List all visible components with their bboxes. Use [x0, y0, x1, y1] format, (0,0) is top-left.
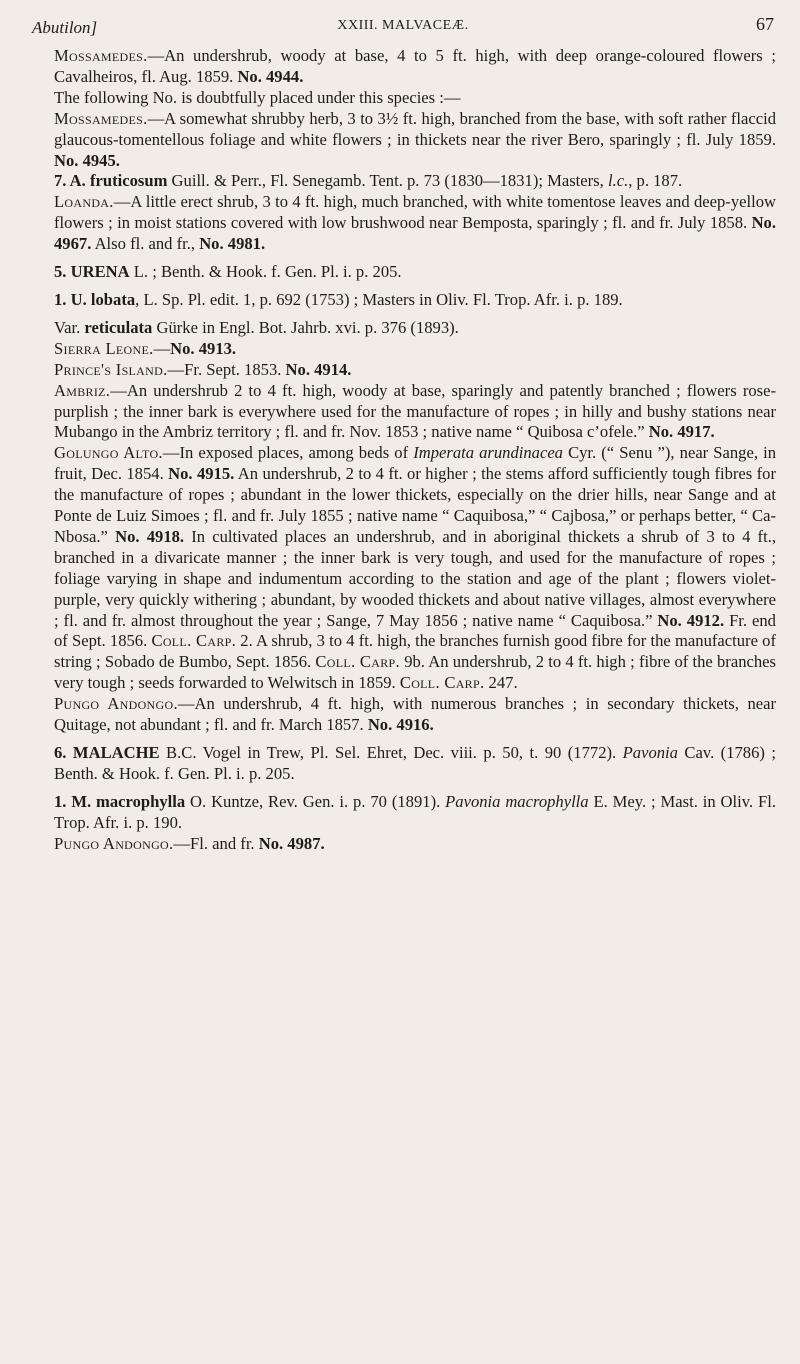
specimen-number: No. 4915. — [168, 464, 235, 484]
paragraph-sierra-leone: Sierra Leone.—No. 4913. — [54, 338, 237, 358]
species-macrophylla: 1. M. macrophylla O. Kuntze, Rev. Gen. i. p. 70 (1891). Pavonia macrophylla E. Mey. ; Mast. in Oliv. Fl. Trop. Afr. i. p. 190. — [54, 791, 776, 832]
paragraph-princes-island: Prince's Island.—Fr. Sept. 1853. No. 4914. — [54, 359, 352, 379]
paragraph-pungo-andongo-4987: Pungo Andongo.—Fl. and fr. No. 4987. — [54, 833, 325, 853]
genus-malache: 6. MALACHE B.C. Vogel in Trew, Pl. Sel. Ehret, Dec. viii. p. 50, t. 90 (1772). Pavonia Cav. (1786) ; Benth. & Hook. f. Gen. Pl. i. p. 205. — [54, 743, 776, 783]
specimen-number: No. 4914. — [285, 359, 352, 379]
header-genus: Abutilon] — [32, 18, 98, 37]
specimen-number: No. 4981. — [199, 234, 266, 254]
page-body — [54, 46, 776, 855]
specimen-number: No. 4917. — [648, 422, 715, 442]
specimen-number: No. 4944. — [237, 66, 304, 86]
specimen-number: No. 4913. — [170, 338, 237, 358]
specimen-number: No. 4987. — [258, 833, 325, 853]
specimen-number: No. 4945. — [54, 150, 120, 170]
paragraph-mossamedes-4945: Mossamedes.—A somewhat shrubby herb, 3 to 3½ ft. high, branched from the base, with soft rather flaccid glaucous-tomentellous foliage and white flowers ; in thickets near the river Bero, sparingly ; fl. July 1859. No. 4945. — [54, 108, 776, 170]
specimen-number: No. 4967. — [54, 213, 776, 254]
running-header — [32, 14, 774, 40]
paragraph-loanda: Loanda.—A little erect shrub, 3 to 4 ft. high, much branched, with white tomentose leaves and deep-yellow flowers ; in moist stations covered with low brushwood near Bemposta, sparingly ; fl. and fr. July 1858. No. 4967. Also fl. and fr., No. 4981. — [54, 192, 776, 254]
paragraph-pungo-andongo-4916: Pungo Andongo.—An undershrub, 4 ft. high, with numerous branches ; in secondary thickets, near Quitage, not abundant ; fl. and fr. March 1857. No. 4916. — [54, 694, 777, 735]
species-fruticosum: 7. A. fruticosum Guill. & Perr., Fl. Senegamb. Tent. p. 73 (1830—1831); Masters, l.c., p. 187. — [54, 171, 683, 191]
paragraph-ambriz: Ambriz.—An undershrub 2 to 4 ft. high, woody at base, sparingly and patently branched ; flowers rose-purplish ; the inner bark is everywhere used for the manufacture of ropes ; in hilly and bushy stations near Mubango in the Ambriz territory ; fl. and fr. Nov. 1853 ; native name “ Quibosa c’ofele.” No. 4917. — [54, 380, 776, 442]
species-lobata: 1. U. lobata, L. Sp. Pl. edit. 1, p. 692 (1753) ; Masters in Oliv. Fl. Trop. Afr. i. p. 189. — [54, 289, 623, 309]
paragraph-golungo-alto: Golungo Alto.—In exposed places, among beds of Imperata arundinacea Cyr. (“ Senu ”), near Sange, in fruit, Dec. 1854. No. 4915. An undershrub, 2 to 4 ft. or higher ; the stems afford sufficiently tough fibres for the manufacture of ropes ; abundant in the lower thickets, especially on the drier hills, near Sange and at Ponte de Luiz Simoes ; fl. and fr. July 1855 ; native name “ Caquibosa,” “ Cajbosa,” or perhaps better, “ Ca-Nbosa.” No. 4918. In cultivated places an undershrub, and in aboriginal thickets a shrub of 3 to 4 ft., branched in a divaricate manner ; the inner bark is very tough, and used for the manufacture of ropes ; foliage varying in shape and indumentum according to the station and age of the plant ; flowers violet-purple, very quickly withering ; abundant, by wooded thickets and about native villages, almost everywhere ; fl. and fr. almost throughout the year ; Sange, 7 May 1856 ; native name “ Caquibosa.” No. 4912. Fr. end of Sept. 1856. Coll. Carp. 2. A shrub, 3 to 4 ft. high, the branches furnish good fibre for the manufacture of string ; Sobado de Bumbo, Sept. 1856. Coll. Carp. 9b. An undershrub, 2 to 4 ft. high ; fibre of the branches very tough ; seeds forwarded to Welwitsch in 1859. Coll. Carp. 247. — [54, 443, 776, 693]
specimen-number: No. 4912. — [657, 610, 725, 630]
paragraph-doubtful-note: The following No. is doubtfully placed under this species :— — [54, 87, 461, 107]
specimen-number: No. 4916. — [367, 715, 434, 735]
header-family: XXIII. MALVACEÆ. — [337, 18, 469, 33]
variety-reticulata: Var. reticulata Gürke in Engl. Bot. Jahrb. xvi. p. 376 (1893). — [54, 317, 459, 337]
page-number: 67 — [756, 14, 774, 34]
paragraph-mossamedes-4944: Mossamedes.—An undershrub, woody at base, 4 to 5 ft. high, with deep orange-coloured flowers ; Cavalheiros, fl. Aug. 1859. No. 4944. — [54, 46, 776, 86]
specimen-number: No. 4918. — [115, 526, 185, 546]
genus-urena: 5. URENA L. ; Benth. & Hook. f. Gen. Pl. i. p. 205. — [54, 262, 402, 282]
